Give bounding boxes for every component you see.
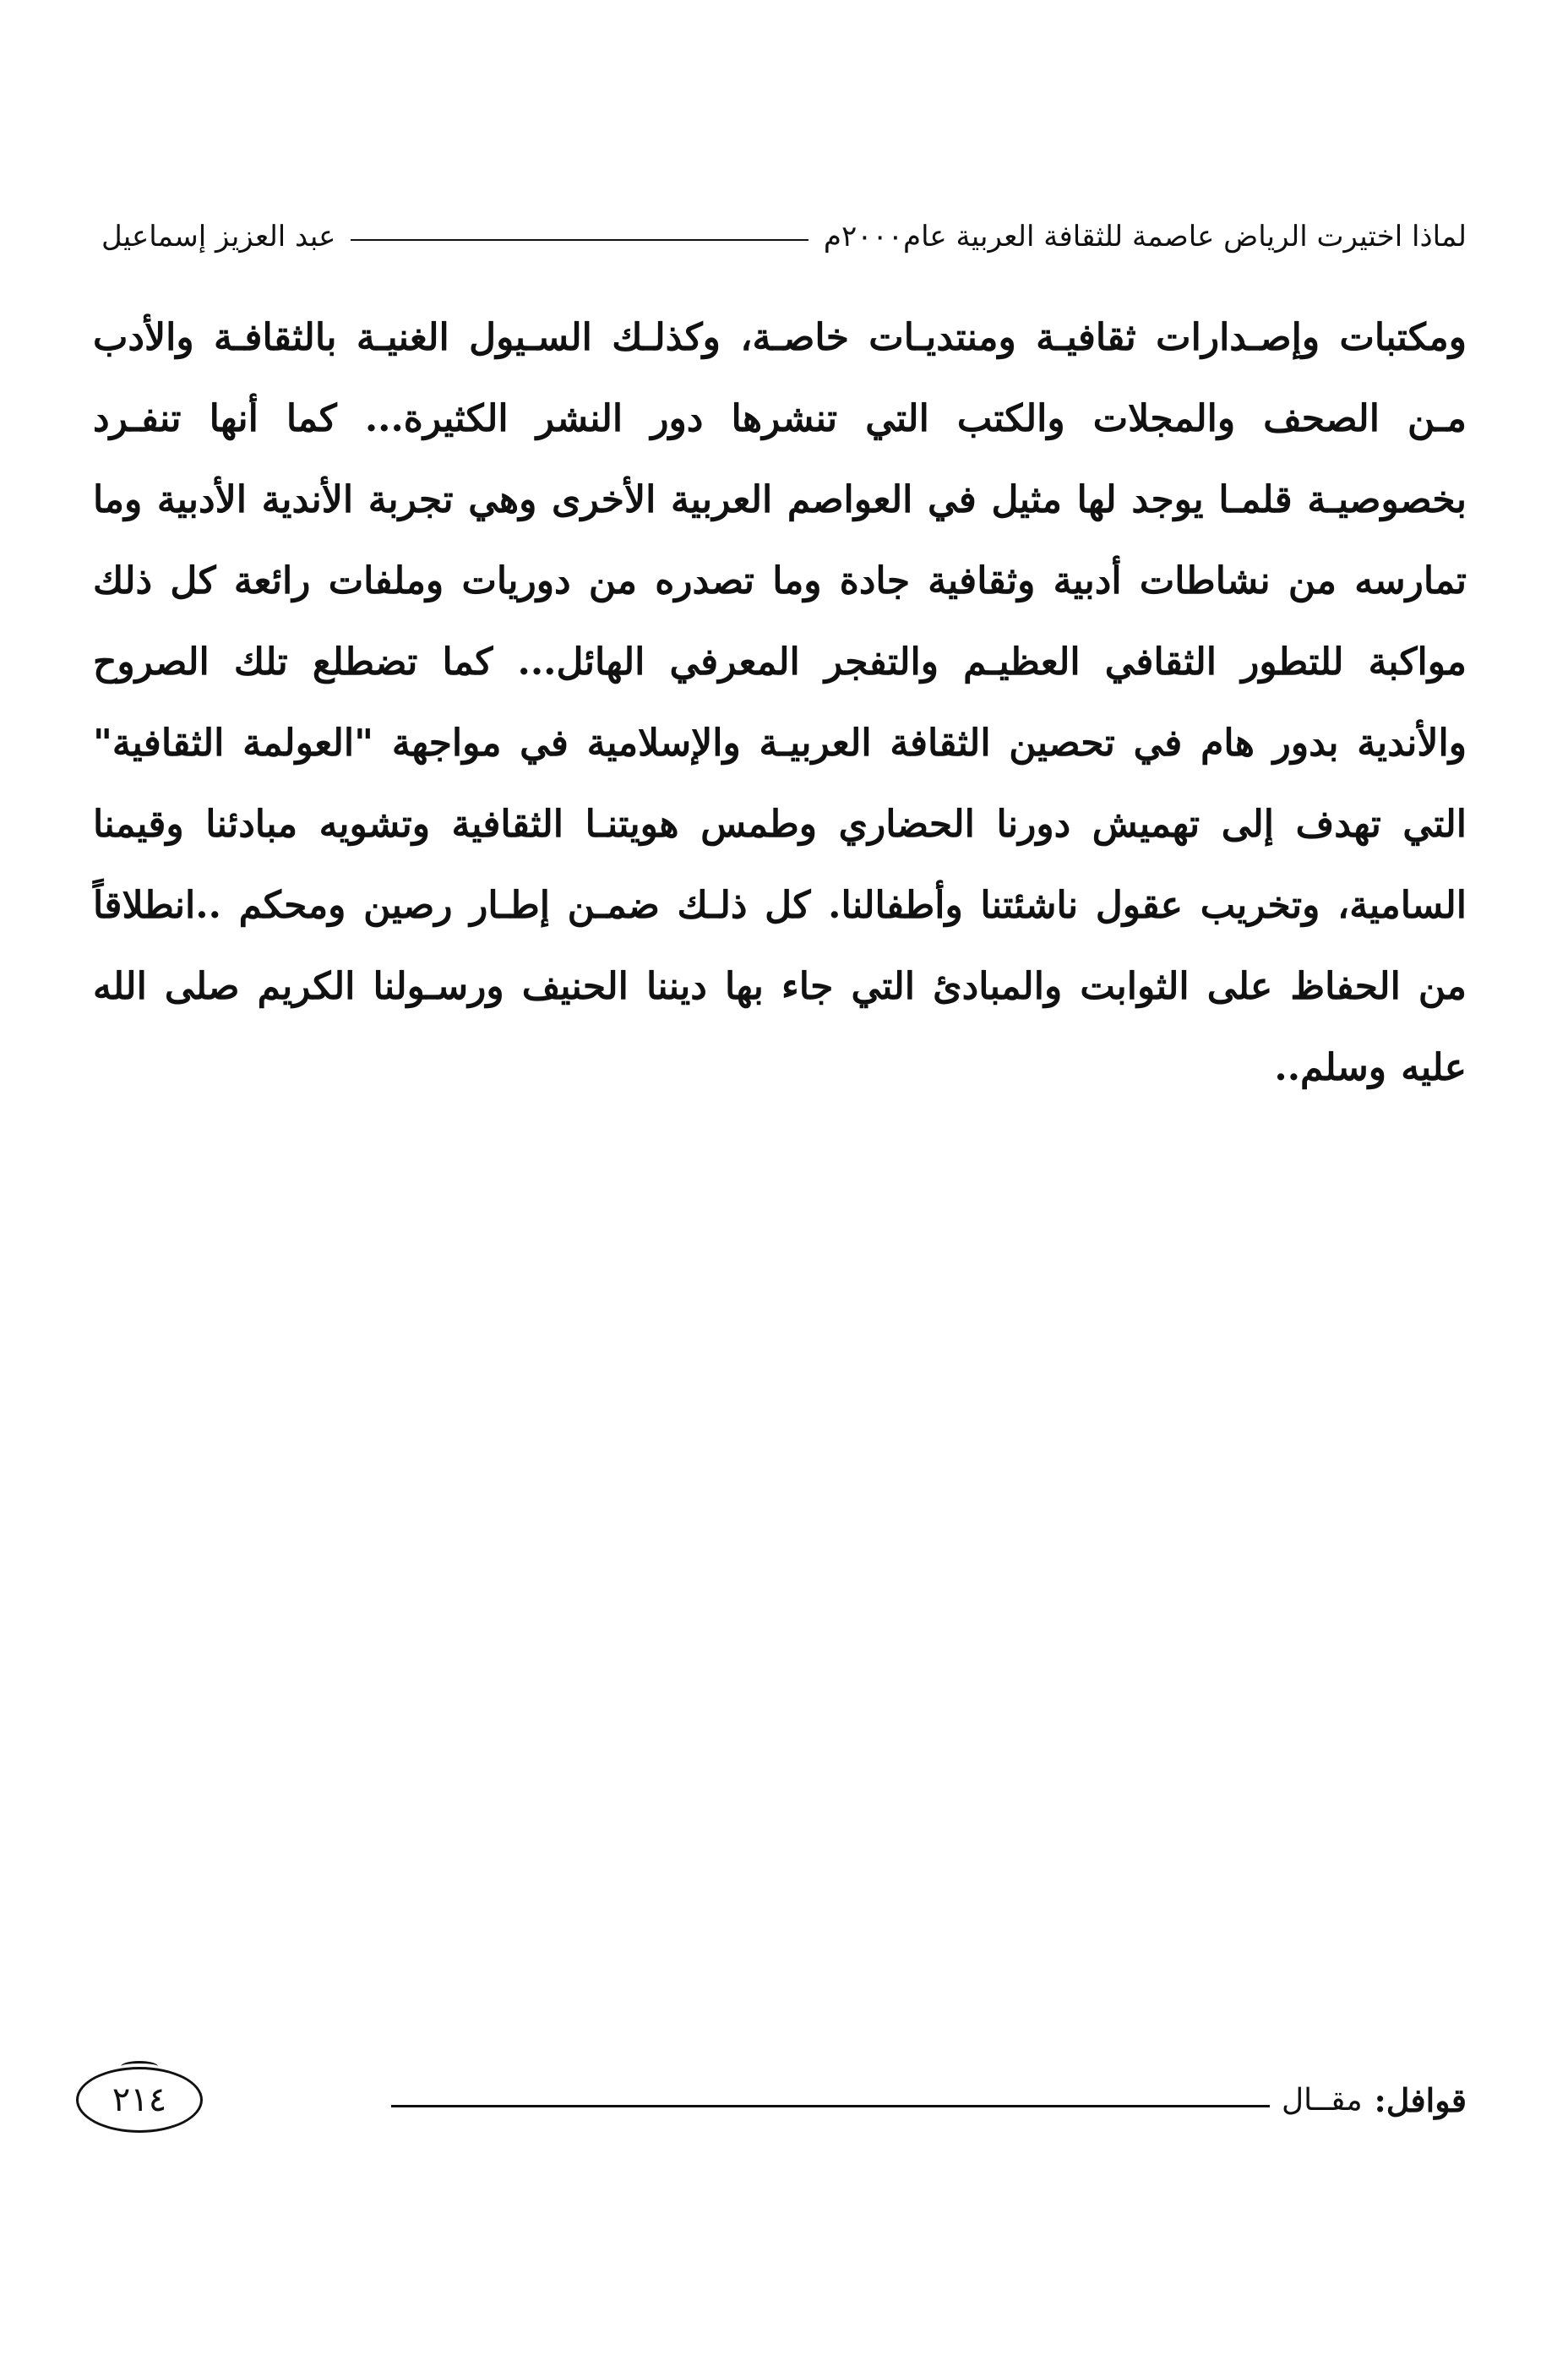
article-paragraph: ومكتبات وإصـدارات ثقافيـة ومنتديـات خاصـة، وكذلـك السـيول الغنيـة بالثقافـة والأدب مـن الصحف والمجلات والكتب التي تنشرها دور النشر الكثيرة... كما أنها تنفـرد بخصوصيـة قلمـا يوجد لها مثيل في العواصم العربية الأخرى وهي تجربة الأندية الأدبية وما تمارسه من نشاطات أدبية وثقافية جادة وما تصدره من دوريات وملفات رائعة كل ذلك مواكبة للتطور الثقافي العظيـم والتفجر المعرفي الهائل... كما تضطلع تلك الصروح والأندية بدور هام في تحصين الثقافة العربيـة والإسلامية في مواجهة "العولمة الثقافية" التي تهدف إلى تهميش دورنا الحضاري وطمس هويتنـا الثقافية وتشويه مبادئنا وقيمنا السامية، وتخريب عقول ناشئتنا وأطفالنا. كل ذلـك ضمـن إطـار رصين ومحكم ..انطلاقاً من الحفاظ على الثوابت والمبادئ التي جاء بها ديننا الحنيف ورسـولنا الكريم صلى الله عليه وسلم.. (93, 316, 1467, 1089)
footer-rule (391, 2105, 1270, 2107)
header-author: عبد العزيز إسماعيل (101, 220, 336, 254)
page-number-badge: ٢١٤ (76, 2067, 203, 2133)
journal-name: قوافل: (1374, 2080, 1467, 2119)
header-title: لماذا اختيرت الرياض عاصمة للثقافة العربية عام٢٠٠٠م (823, 220, 1467, 254)
section-label: مقــال (1281, 2082, 1363, 2118)
page-footer (76, 2062, 1467, 2138)
header-rule (351, 239, 808, 241)
running-header (101, 210, 1467, 264)
